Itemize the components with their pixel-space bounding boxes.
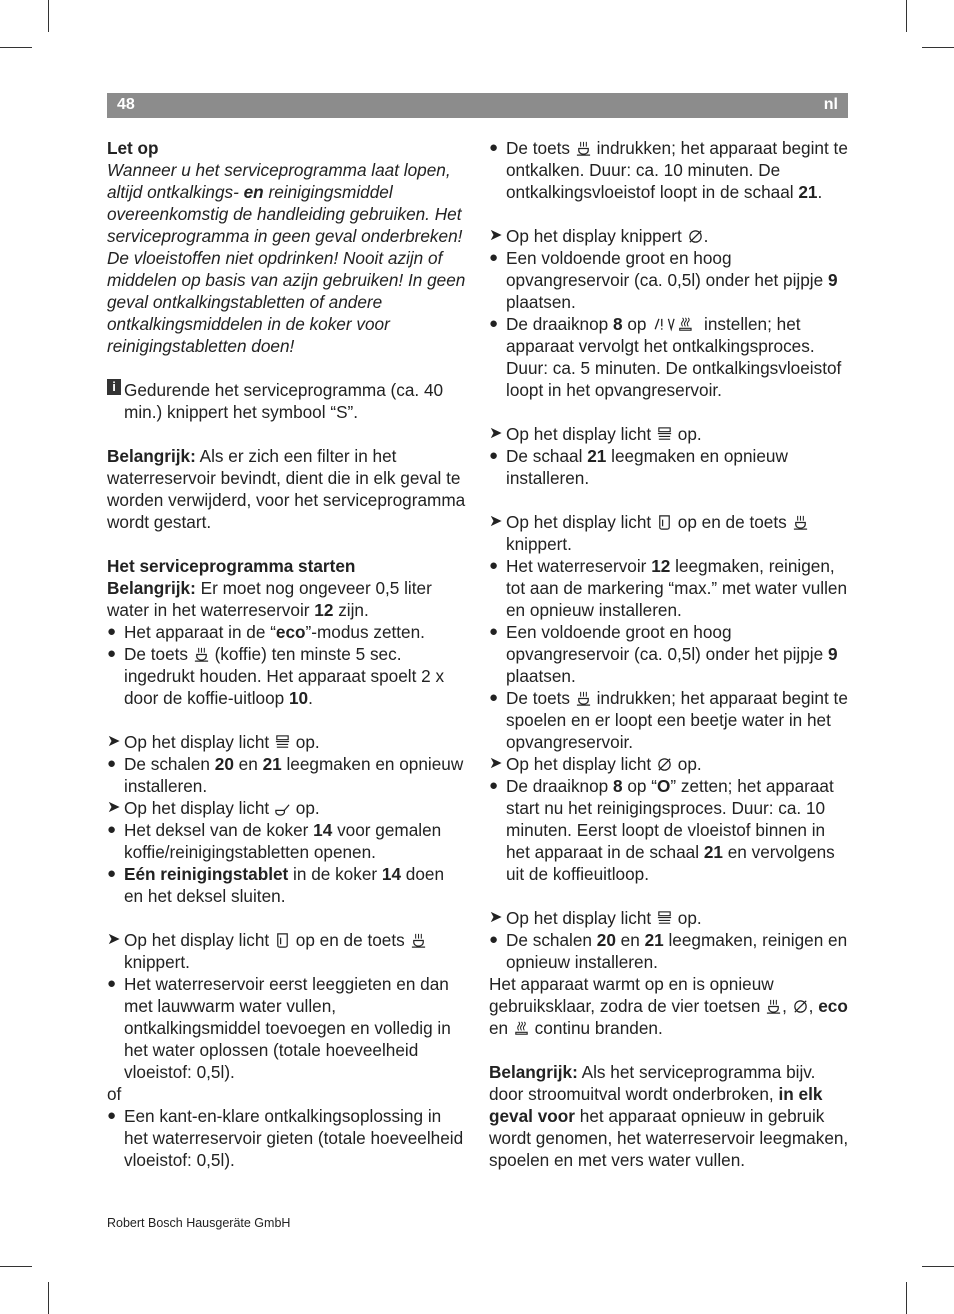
- list-item: ● De toets indrukken; het apparaat begint te ontkalken. Duur: ca. 10 minuten. De ontkalkingsvloeistof loopt in de schaal 21.: [489, 138, 848, 202]
- crop-mark: [0, 1266, 32, 1267]
- list-item: ● De schalen 20 en 21 leegmaken, reinigen en opnieuw installeren.: [489, 930, 848, 972]
- water-tank-icon: [656, 514, 673, 531]
- coffee-cup-icon: [575, 690, 592, 707]
- page-number: 48: [117, 96, 135, 113]
- list-item: ● De draaiknop 8 op instellen; het apparaat vervolgt het ontkalkingsproces. Duur: ca. 5 minuten. De ontkalkingsvloeistof loopt in het opvangreservoir.: [489, 314, 842, 400]
- crop-mark: [48, 1282, 49, 1314]
- right-column: [489, 137, 851, 1171]
- list-item: ● Eén reinigingstablet in de koker 14 doen en het deksel sluiten.: [107, 864, 445, 906]
- crop-mark: [906, 0, 907, 32]
- list-item: ● Het deksel van de koker 14 voor gemalen koffie/reinigingstabletten openen.: [107, 820, 442, 862]
- display-step: ➤ Op het display knippert .: [489, 226, 709, 246]
- language-code: nl: [823, 96, 838, 113]
- caution-title: Let op: [107, 138, 159, 158]
- info-note: i Gedurende het serviceprogramma (ca. 40 min.) knippert het symbool “S”.: [107, 379, 467, 423]
- display-step: ➤ Op het display licht op.: [489, 908, 702, 928]
- coffee-cup-icon: [193, 646, 210, 663]
- descale-icon: [656, 756, 673, 773]
- list-item: ● Het apparaat in de “eco”-modus zetten.: [107, 622, 425, 642]
- display-step: ➤ Op het display licht op.: [489, 424, 702, 444]
- crop-mark: [0, 47, 32, 48]
- ready-paragraph: Het apparaat warmt op en is opnieuw gebruiksklaar, zodra de vier toetsen , , eco en continu branden.: [489, 974, 848, 1038]
- section-title-start: Het serviceprogramma starten: [107, 556, 356, 576]
- display-step: ➤ Op het display licht op.: [107, 732, 320, 752]
- or-text: of: [107, 1084, 122, 1104]
- list-item: ● De toets indrukken; het apparaat begint te spoelen en er loopt een beetje water in het opvangreservoir.: [489, 688, 848, 752]
- display-step: ➤ Op het display licht op.: [107, 798, 320, 818]
- list-item: ● Het waterreservoir eerst leeggieten en dan met lauwwarm water vullen, ontkalkingsmiddel toevoegen en volledig in het water oplossen (totale hoeveelheid vloeistof: 0,5l).: [107, 974, 451, 1082]
- list-item: ● De schalen 20 en 21 leegmaken en opnieuw installeren.: [107, 754, 464, 796]
- knob-position-icon: [651, 316, 699, 333]
- display-step: ➤ Op het display licht op.: [489, 754, 702, 774]
- list-item: ● Een kant-en-klare ontkalkingsoplossing in het waterreservoir gieten (totale hoeveelheid vloeistof: 0,5l).: [107, 1106, 464, 1170]
- page-header-bar: [107, 93, 848, 118]
- list-item: ● Een voldoende groot en hoog opvangreservoir (ca. 0,5l) onder het pijpje 9 plaatsen.: [489, 248, 838, 312]
- display-step: ➤ Op het display licht op en de toets knippert.: [489, 511, 851, 555]
- display-step: ➤ Op het display licht op en de toets knippert.: [107, 929, 467, 973]
- tablet-icon: [656, 426, 673, 443]
- water-tank-icon: [274, 932, 291, 949]
- info-icon: i: [107, 379, 121, 395]
- footer-company: Robert Bosch Hausgeräte GmbH: [107, 1216, 291, 1230]
- list-item: ● De draaiknop 8 op “O” zetten; het apparaat start nu het reinigingsproces. Duur: ca. 10 minuten. Eerst loopt de vloeistof binnen in het apparaat in de schaal 21 en vervolgens uit de koffieuitloop.: [489, 776, 835, 884]
- descale-icon: [792, 998, 809, 1015]
- crop-mark: [48, 0, 49, 32]
- caution-text: Wanneer u het serviceprogramma laat lopen, altijd ontkalkings- en reinigingsmiddel overeenkomstig de handleiding gebruiken. Het serviceprogramma in geen geval onderbreken! De vloeistoffen niet opdrinken! Nooit azijn of middelen op basis van azijn gebruiken! In geen geval ontkalkingstabletten of andere ontkalkingsmiddelen in de koker voor reinigingstabletten doen!: [107, 160, 466, 356]
- coffee-cup-icon: [410, 932, 427, 949]
- list-item: ● Een voldoende groot en hoog opvangreservoir (ca. 0,5l) onder het pijpje 9 plaatsen.: [489, 622, 838, 686]
- important-water-note: Belangrijk: Er moet nog ongeveer 0,5 liter water in het waterreservoir 12 zijn.: [107, 578, 432, 620]
- left-column: [107, 137, 467, 1171]
- coffee-cup-icon: [792, 514, 809, 531]
- crop-mark: [922, 47, 954, 48]
- list-item: ● De toets (koffie) ten minste 5 sec. ingedrukt houden. Het apparaat spoelt 2 x door de koffie-uitloop 10.: [107, 644, 445, 708]
- descale-icon: [687, 228, 704, 245]
- steam-icon: [513, 1020, 530, 1037]
- tablet-icon: [656, 910, 673, 927]
- list-item: ● Het waterreservoir 12 leegmaken, reinigen, tot aan de markering “max.” met water vullen en opnieuw installeren.: [489, 556, 848, 620]
- important-interrupt-note: Belangrijk: Als het serviceprogramma bijv. door stroomuitval wordt onderbroken, in elk geval voor het apparaat opnieuw in gebruik wordt genomen, het waterreservoir leegmaken, spoelen en met vers water vullen.: [489, 1062, 849, 1170]
- important-filter-note: Belangrijk: Als er zich een filter in het waterreservoir bevindt, dient die in elk geval te worden verwijderd, voor het serviceprogramma wordt gestart.: [107, 446, 466, 532]
- crop-mark: [922, 1266, 954, 1267]
- water-tank-icon: [274, 734, 291, 751]
- crop-mark: [906, 1282, 907, 1314]
- list-item: ● De schaal 21 leegmaken en opnieuw installeren.: [489, 446, 788, 488]
- clean-icon: [274, 800, 291, 817]
- coffee-cup-icon: [575, 140, 592, 157]
- coffee-cup-icon: [765, 998, 782, 1015]
